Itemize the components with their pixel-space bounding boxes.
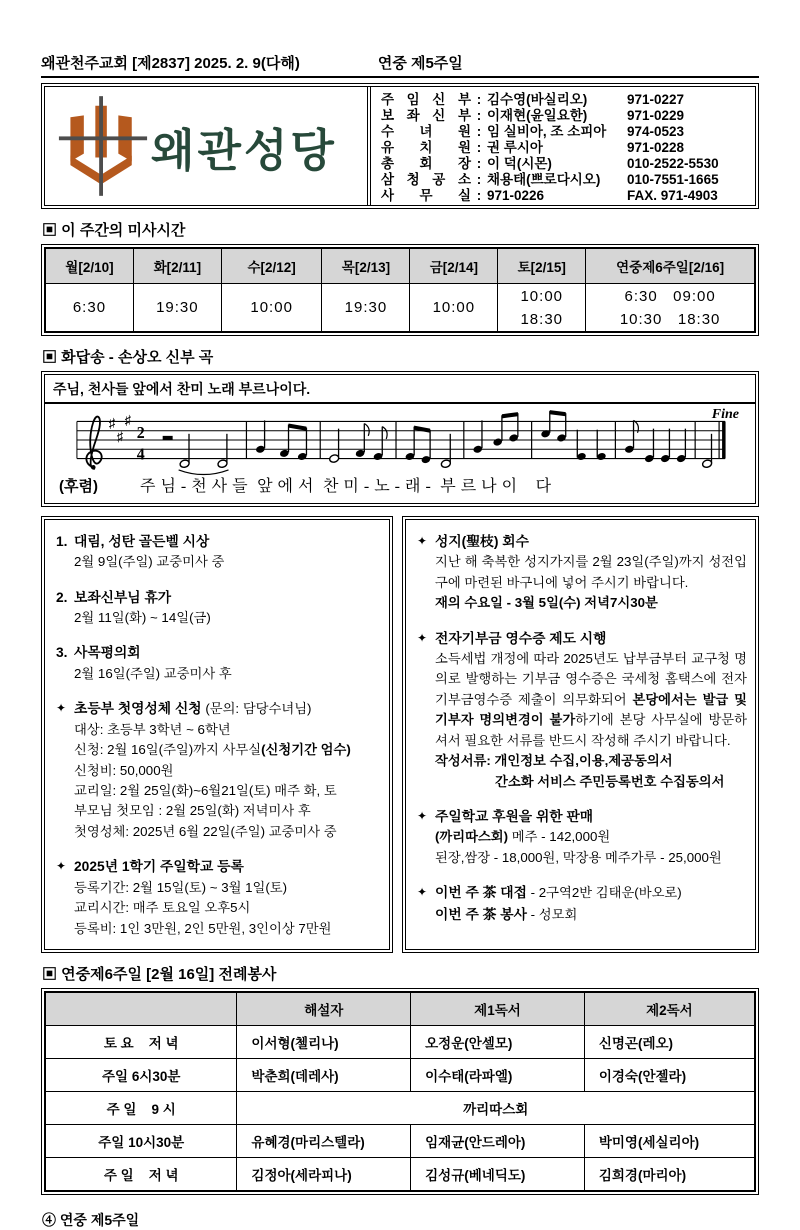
contact-label: 사 무 실 [381, 188, 471, 203]
liturgy-time: 토 요 저 녁 [46, 1026, 237, 1059]
mass-schedule-title: ▣ 이 주간의 미사시간 [42, 222, 186, 239]
star-bullet-icon: ✦ [417, 630, 428, 645]
sharp-icon: ♯ [116, 428, 124, 445]
mass-col-sat: 토[2/15] [498, 249, 586, 284]
contact-phone: 010-7551-1665 [627, 172, 719, 187]
mass-time-mon: 6:30 [46, 284, 134, 332]
contact-label: 보 좌 신 부 [381, 108, 471, 123]
mass-col-fri: 금[2/14] [410, 249, 498, 284]
notice-item [417, 531, 747, 614]
notice-line: 교리일: 2월 25일(화)~6월21일(토) 매주 화, 토 [74, 782, 337, 798]
notice-box-right [402, 516, 759, 953]
contact-row [381, 108, 747, 124]
liturgy-row [46, 1125, 755, 1158]
liturgy-commentator: 이서형(첼리나) [237, 1026, 411, 1059]
liturgy-reader1: 임재균(안드레아) [411, 1125, 585, 1158]
star-bullet-icon: ✦ [417, 534, 428, 548]
liturgy-reader2: 김희경(마리아) [584, 1158, 754, 1191]
refrain-lyrics: 주 님 - 천 사 들 앞 에 서 찬 미 - 노 - 래 - 부 르 나 이 다 [139, 478, 552, 495]
notice-line: 신청비: 50,000원 [74, 762, 174, 778]
mass-time-tue: 19:30 [133, 284, 221, 332]
notice-line-text: 소득세법 개정에 따라 2025년도 납부금부터 교구청 명의로 발행하는 기부금 영수증은 국세청 홈택스에 전자기부금영수증 제출이 의무화되어 [435, 650, 747, 707]
liturgy-reader1: 김성규(베네딕도) [411, 1158, 585, 1191]
contact-phone: 010-2522-5530 [627, 156, 719, 171]
bulletin-header [41, 52, 759, 78]
contact-value: 이재현(윤일요한) [487, 108, 588, 123]
star-bullet-icon: ✦ [417, 885, 428, 900]
masthead-box [41, 83, 759, 209]
notice-box-left [41, 516, 393, 953]
notice-line: 부모님 첫모임 : 2월 25일(화) 저녁미사 후 [74, 803, 311, 819]
notice-title: 이번 주 茶 봉사 [435, 906, 527, 922]
notice-line-text: - 성모회 [526, 906, 578, 922]
music-staff-icon [51, 407, 749, 473]
mass-col-mon: 월[2/10] [46, 249, 134, 284]
star-bullet-icon: ✦ [56, 859, 67, 874]
notice-paragraph: 지난 해 축복한 성지가지를 2월 23일(주일)까지 성전입구에 마련된 바구니에 넣어 주시기 바랍니다. [435, 554, 747, 590]
notice-item [417, 628, 747, 793]
notice-line-text: 메주 - 142,000원 [508, 829, 611, 845]
liturgy-commentator: 김정아(세라피나) [237, 1158, 411, 1191]
contact-colon: : [476, 156, 482, 171]
notice-paragraph [417, 649, 747, 751]
liturgy-section-title: ▣ 연중제6주일 [2월 16일] 전례봉사 [42, 966, 277, 984]
time-signature-top: 2 [136, 423, 145, 443]
contact-label: 수 녀 원 [381, 124, 471, 139]
liturgy-row [46, 1158, 755, 1191]
contact-colon: : [476, 140, 482, 155]
mass-time-sun [586, 284, 755, 332]
mass-col-thu: 목[2/13] [322, 249, 410, 284]
notice-item [56, 587, 381, 629]
liturgy-col-reading1: 제1독서 [411, 993, 585, 1026]
notice-line-bold: 작성서류: 개인정보 수집,이용,제공동의서 [435, 753, 673, 769]
mass-time-sun-line1: 6:30 09:00 [624, 287, 716, 305]
bulletin-issue-title: 왜관천주교회 [제2837] 2025. 2. 9(다해) [41, 55, 300, 72]
mass-time-wed: 10:00 [221, 284, 322, 332]
liturgy-group: 까리따스회 [237, 1092, 755, 1125]
refrain-label: (후렴) [59, 478, 98, 495]
liturgy-time: 주 일 저 녁 [46, 1158, 237, 1191]
liturgy-reader1: 오정운(안셀모) [411, 1026, 585, 1059]
contact-label: 유 치 원 [381, 140, 471, 155]
liturgy-reader2: 신명곤(레오) [584, 1026, 754, 1059]
mass-time-fri: 10:00 [410, 284, 498, 332]
sharp-icon: ♯ [124, 412, 132, 428]
mass-time-sat-pm: 18:30 [520, 310, 564, 328]
contact-label: 주 임 신 부 [381, 92, 471, 107]
star-bullet-icon: ✦ [56, 701, 67, 716]
contact-colon: : [476, 124, 482, 139]
notice-number: 2. [56, 589, 68, 605]
liturgy-time: 주 일 9 시 [46, 1092, 237, 1125]
contact-colon: : [476, 92, 482, 107]
notice-item [417, 882, 747, 925]
music-notes [179, 410, 726, 474]
notice-line-bold: (신청기간 엄수) [261, 742, 351, 758]
notice-title-suffix: (문의: 담당수녀님) [201, 701, 312, 717]
church-name: 왜관성당 [151, 125, 337, 176]
contact-value: 971-0226 [487, 188, 545, 203]
notice-line-bold: (까리따스회) [435, 829, 509, 845]
liturgy-col-commentator: 해설자 [237, 993, 411, 1026]
notice-item [56, 856, 381, 939]
mass-schedule-table-box [41, 244, 759, 336]
notice-line: 2월 16일(주일) 교중미사 후 [74, 665, 232, 681]
notice-line-text: 신청: 2월 16일(주일)까지 사무실 [74, 742, 262, 758]
contact-label: 삼 청 공 소 [381, 172, 471, 187]
contact-phone: 971-0227 [627, 92, 685, 107]
notice-title: 성지(聖枝) 회수 [435, 534, 529, 549]
liturgy-time: 주일 6시30분 [46, 1059, 237, 1092]
mass-time-sat-am: 10:00 [520, 287, 564, 305]
treble-clef-icon [86, 417, 101, 469]
liturgical-week-title: 연중 제5주일 [377, 55, 463, 72]
contact-value: 이 덕(시몬) [487, 156, 552, 171]
notice-title: 전자기부금 영수증 제도 시행 [435, 630, 607, 646]
church-logo [45, 87, 367, 205]
notice-title: 2025년 1학기 주일학교 등록 [74, 859, 244, 875]
liturgy-row [46, 1059, 755, 1092]
liturgy-col-empty [46, 993, 237, 1026]
contact-label: 총 회 장 [381, 156, 471, 171]
notice-line-text: - 2구역2반 김태운(바오로) [526, 885, 682, 901]
contact-value: 임 실비아, 조 소피아 [487, 124, 607, 139]
notice-line: 교리시간: 매주 토요일 오후5시 [74, 900, 251, 916]
contact-row [381, 172, 747, 188]
contact-row [381, 92, 747, 108]
notice-line-bold: 간소화 서비스 주민등록번호 수집동의서 [495, 773, 725, 789]
notice-line-bold: 본당에서는 발급 및 기부자 명의변경이 불가 [435, 691, 747, 728]
notice-line: 첫영성체: 2025년 6월 22일(주일) 교중미사 중 [74, 823, 337, 839]
psalm-antiphon: 주님, 천사들 앞에서 찬미 노래 부르나이다. [45, 375, 755, 404]
contact-value: 김수영(바실리오) [487, 92, 588, 107]
liturgy-commentator: 박춘희(데레사) [237, 1059, 411, 1092]
church-logo-icon [57, 94, 149, 198]
contact-row [381, 140, 747, 156]
mass-schedule-table [45, 248, 755, 332]
contact-row [381, 124, 747, 140]
psalm-box [41, 371, 759, 507]
liturgy-row [46, 1026, 755, 1059]
contact-row [381, 188, 747, 204]
notice-line: 2월 9일(주일) 교중미사 중 [74, 554, 225, 570]
notice-line [435, 882, 682, 903]
liturgy-commentator: 유혜경(마리스텔라) [237, 1125, 411, 1158]
liturgy-time: 주일 10시30분 [46, 1125, 237, 1158]
notice-title: 대림, 성탄 골든벨 시상 [74, 534, 210, 549]
liturgy-reader2: 이경숙(안젤라) [584, 1059, 754, 1092]
contact-phone: FAX. 971-4903 [627, 188, 718, 203]
fine-marking: Fine [711, 407, 739, 422]
notice-line [417, 904, 747, 925]
notice-line-bold: 재의 수요일 - 3월 5일(수) 저녁7시30분 [435, 595, 658, 611]
notice-number: 1. [56, 534, 68, 549]
notice-line [417, 827, 747, 847]
liturgy-col-reading2: 제2독서 [584, 993, 754, 1026]
notice-title: 사목평의회 [74, 645, 141, 661]
notice-number: 3. [56, 645, 68, 661]
contact-colon: : [476, 172, 482, 187]
mass-time-sun-line2: 10:30 18:30 [619, 310, 721, 328]
contact-value: 채용태(쁘로다시오) [487, 172, 601, 187]
refrain-line [45, 473, 755, 503]
music-staff-area [45, 404, 755, 473]
notice-title: 초등부 첫영성체 신청 [74, 701, 202, 717]
time-signature-bottom: 4 [136, 445, 145, 464]
contact-colon: : [476, 108, 482, 123]
mass-col-tue: 화[2/11] [133, 249, 221, 284]
contact-list [367, 87, 755, 205]
notice-line [56, 740, 381, 760]
notice-columns [41, 516, 759, 953]
notice-item [56, 531, 381, 573]
star-bullet-icon: ✦ [417, 809, 428, 824]
notice-item [56, 642, 381, 684]
notice-title: 보좌신부님 휴가 [74, 589, 172, 605]
notice-item [417, 806, 747, 868]
contact-phone: 974-0523 [627, 124, 685, 139]
psalm-section-title: ▣ 화답송 - 손상오 신부 곡 [42, 349, 214, 366]
liturgy-table-box [41, 988, 759, 1195]
notice-item [56, 698, 381, 842]
notice-line: 등록비: 1인 3만원, 2인 5만원, 3인이상 7만원 [74, 920, 332, 936]
contact-colon: : [476, 188, 482, 203]
contact-phone: 971-0228 [627, 140, 685, 155]
notice-title: 이번 주 茶 대접 [435, 885, 527, 901]
liturgy-row [46, 1092, 755, 1125]
sharp-icon: ♯ [108, 415, 116, 431]
contact-phone: 971-0229 [627, 108, 685, 123]
liturgy-table [45, 992, 755, 1191]
notice-line: 대상: 초등부 3학년 ~ 6학년 [74, 721, 231, 737]
mass-col-wed: 수[2/12] [221, 249, 322, 284]
notice-line: 등록기간: 2월 15일(토) ~ 3월 1일(토) [74, 879, 288, 895]
mass-time-thu: 19:30 [322, 284, 410, 332]
notice-line: 2월 11일(화) ~ 14일(금) [74, 609, 211, 625]
notice-line-text: 하기에 본당 사무실에 방문하셔서 필요한 서류를 반드시 작성해 주시기 바랍니다. [435, 712, 747, 748]
liturgy-reader1: 이수태(라파엘) [411, 1059, 585, 1092]
page-footer: ④ 연중 제5주일 [42, 1212, 140, 1229]
mass-col-sun: 연중제6주일[2/16] [586, 249, 755, 284]
notice-title: 주일학교 후원을 위한 판매 [435, 809, 594, 825]
contact-row [381, 156, 747, 172]
mass-time-sat [498, 284, 586, 332]
notice-line: 된장,쌈장 - 18,000원, 막장용 메주가루 - 25,000원 [435, 849, 722, 865]
contact-value: 권 루시아 [487, 140, 543, 155]
liturgy-reader2: 박미영(세실리아) [584, 1125, 754, 1158]
